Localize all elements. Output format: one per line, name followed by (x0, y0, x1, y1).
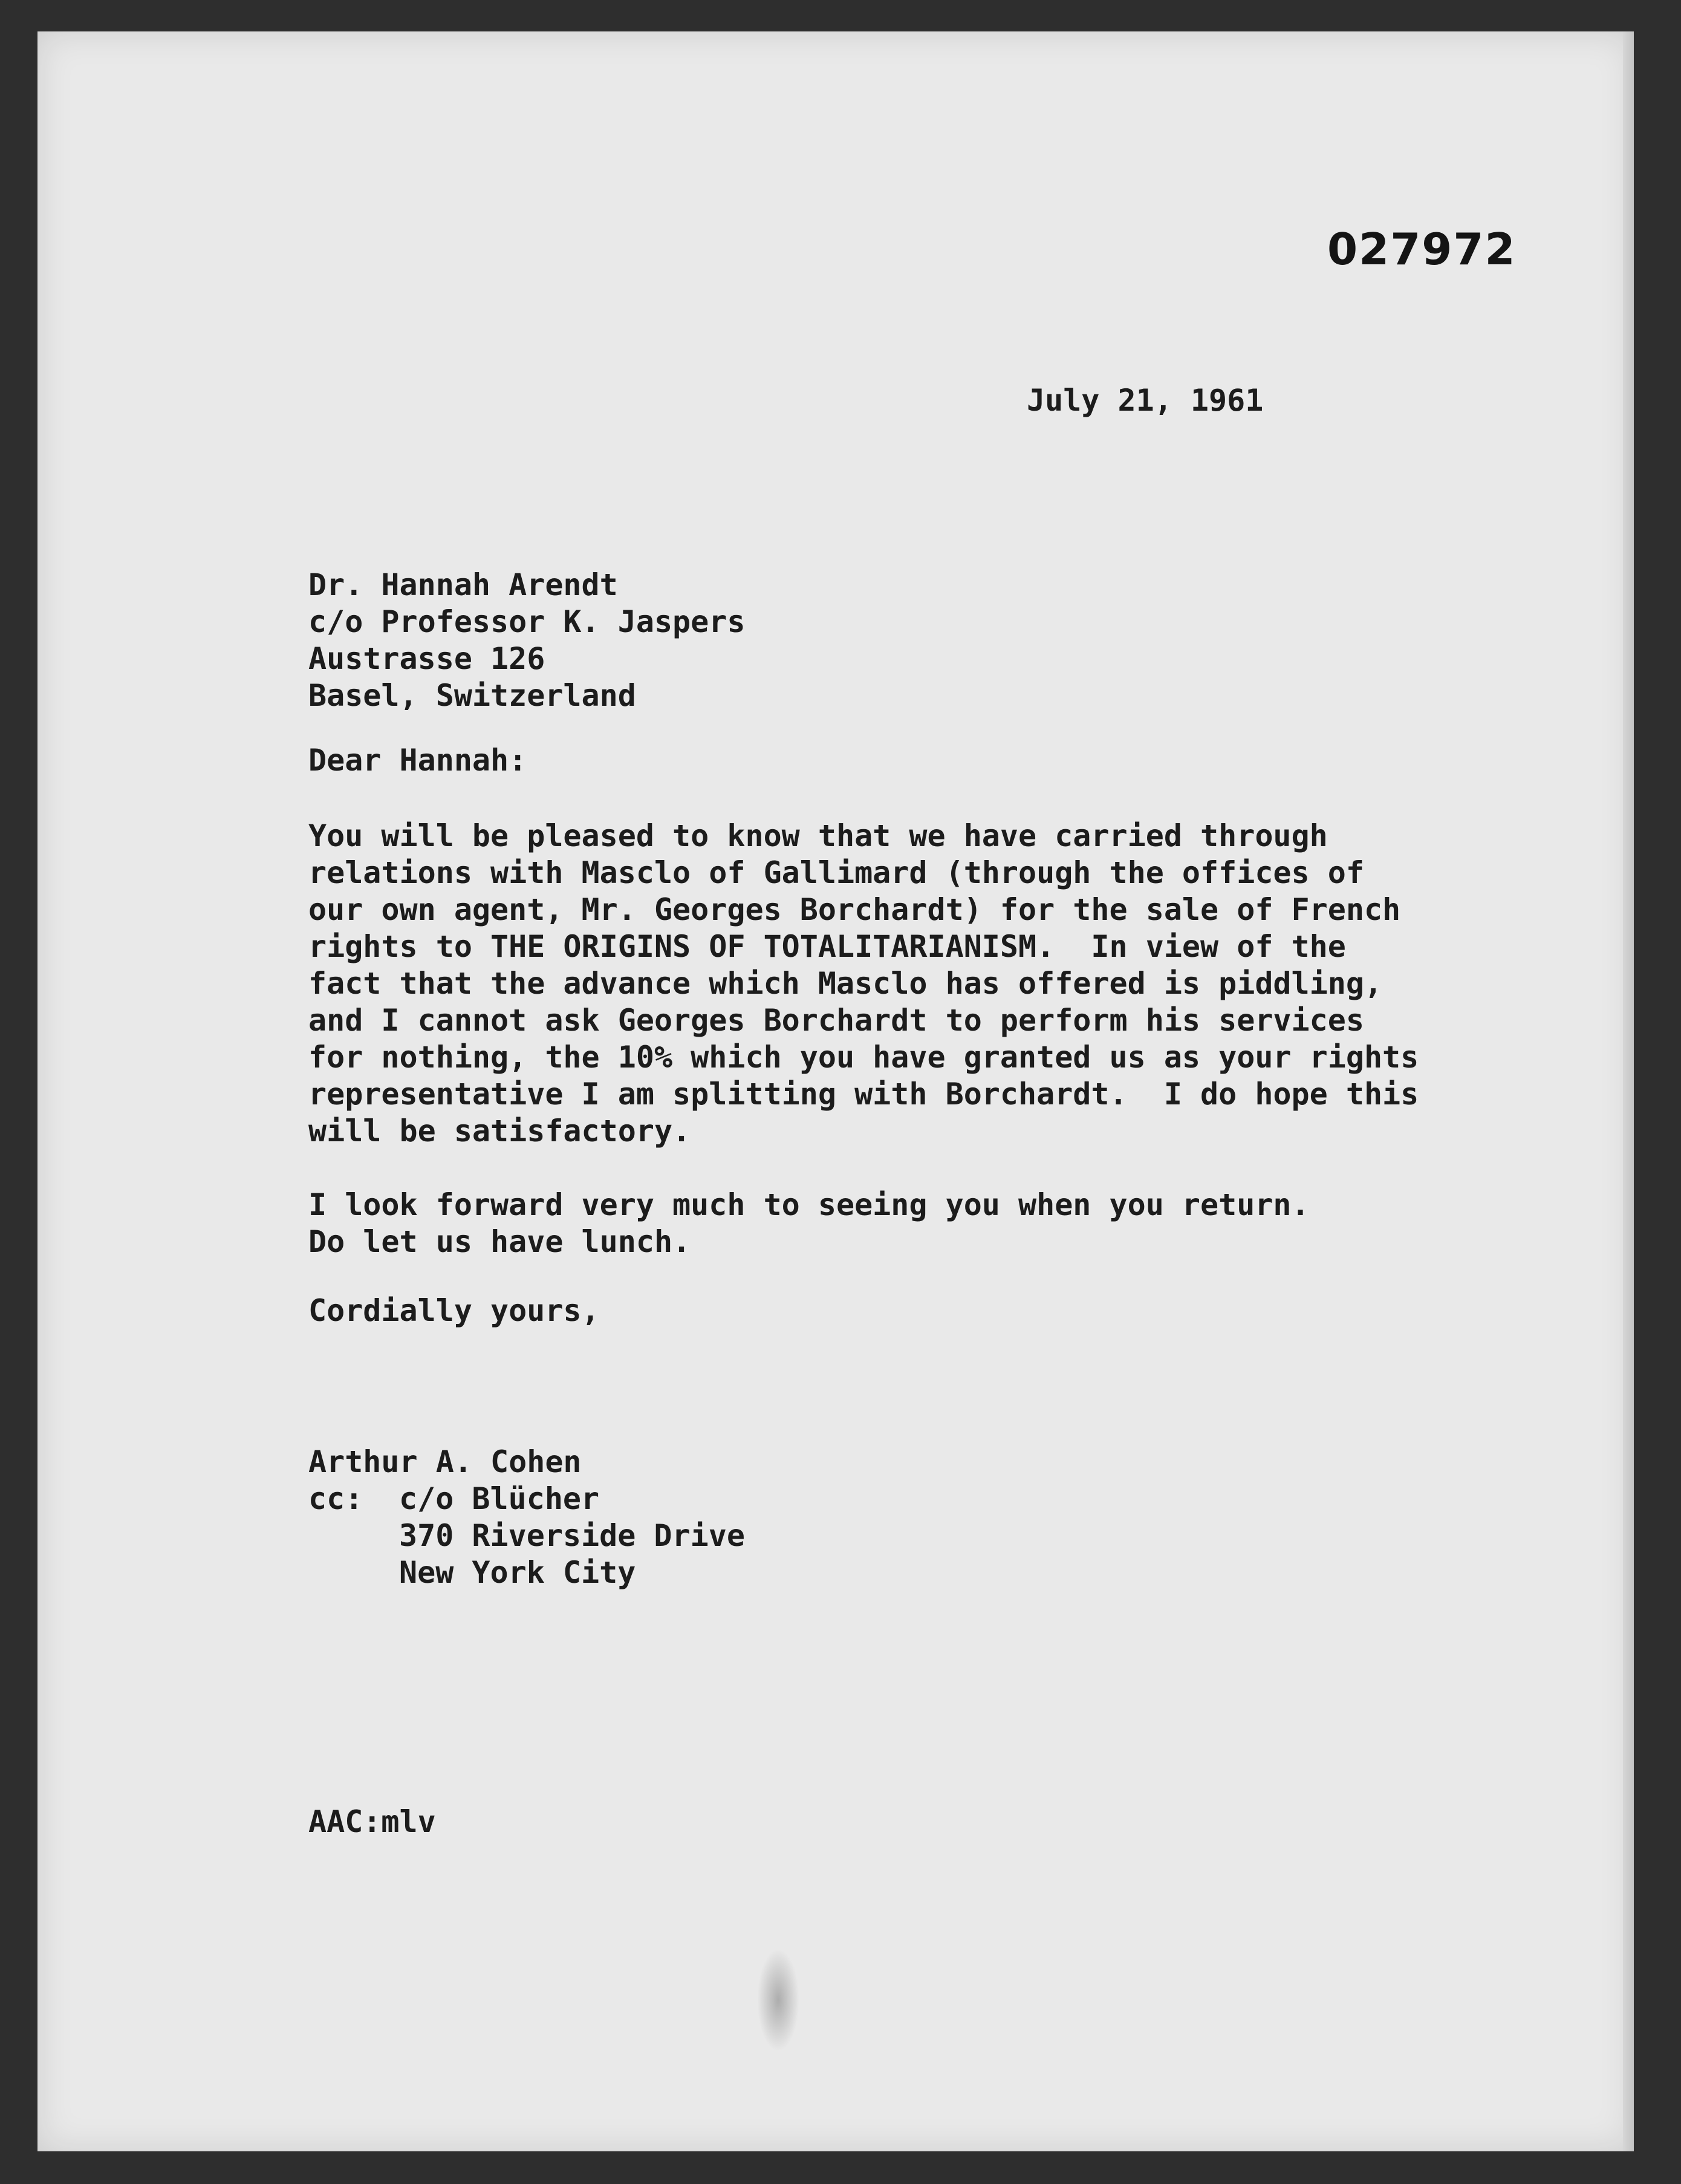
cc-block (308, 1481, 745, 1591)
body-paragraph (308, 818, 1419, 1150)
cc-line-1: c/o Blücher (399, 1481, 600, 1516)
body-line: and I cannot ask Georges Borchardt to perform his services (308, 1003, 1364, 1038)
complimentary-close: Cordially yours, (308, 1293, 600, 1328)
body-line: our own agent, Mr. Georges Borchardt) for the sale of French (308, 892, 1401, 927)
closing-line: I look forward very much to seeing you when you return. (308, 1187, 1310, 1222)
closing-line: Do let us have lunch. (308, 1224, 691, 1259)
ink-smudge (757, 1949, 799, 2052)
document-number: 027972 (1327, 224, 1517, 275)
closing-paragraph (308, 1187, 1310, 1260)
cc-label: cc: (308, 1481, 363, 1516)
salutation: Dear Hannah: (308, 743, 527, 778)
typist-initials: AAC:mlv (308, 1804, 436, 1839)
body-line: You will be pleased to know that we have carried through (308, 818, 1328, 853)
cc-line-2: 370 Riverside Drive (399, 1518, 745, 1553)
recipient-city: Basel, Switzerland (308, 678, 636, 713)
body-line: representative I am splitting with Borchardt. I do hope this (308, 1077, 1419, 1112)
recipient-street: Austrasse 126 (308, 641, 545, 676)
body-line: fact that the advance which Masclo has offered is piddling, (308, 966, 1383, 1001)
body-line: relations with Masclo of Gallimard (through the offices of (308, 855, 1364, 890)
signer-name: Arthur A. Cohen (308, 1444, 582, 1479)
body-line: rights to THE ORIGINS OF TOTALITARIANISM. In view of the (308, 929, 1346, 964)
body-line: will be satisfactory. (308, 1113, 691, 1149)
body-line: for nothing, the 10% which you have granted us as your rights (308, 1040, 1419, 1075)
cc-line-3: New York City (399, 1555, 636, 1590)
letter-page (37, 31, 1634, 2151)
letter-date: July 21, 1961 (1027, 383, 1264, 418)
recipient-name: Dr. Hannah Arendt (308, 567, 618, 602)
recipient-address (308, 567, 745, 714)
recipient-care-of: c/o Professor K. Jaspers (308, 604, 746, 639)
